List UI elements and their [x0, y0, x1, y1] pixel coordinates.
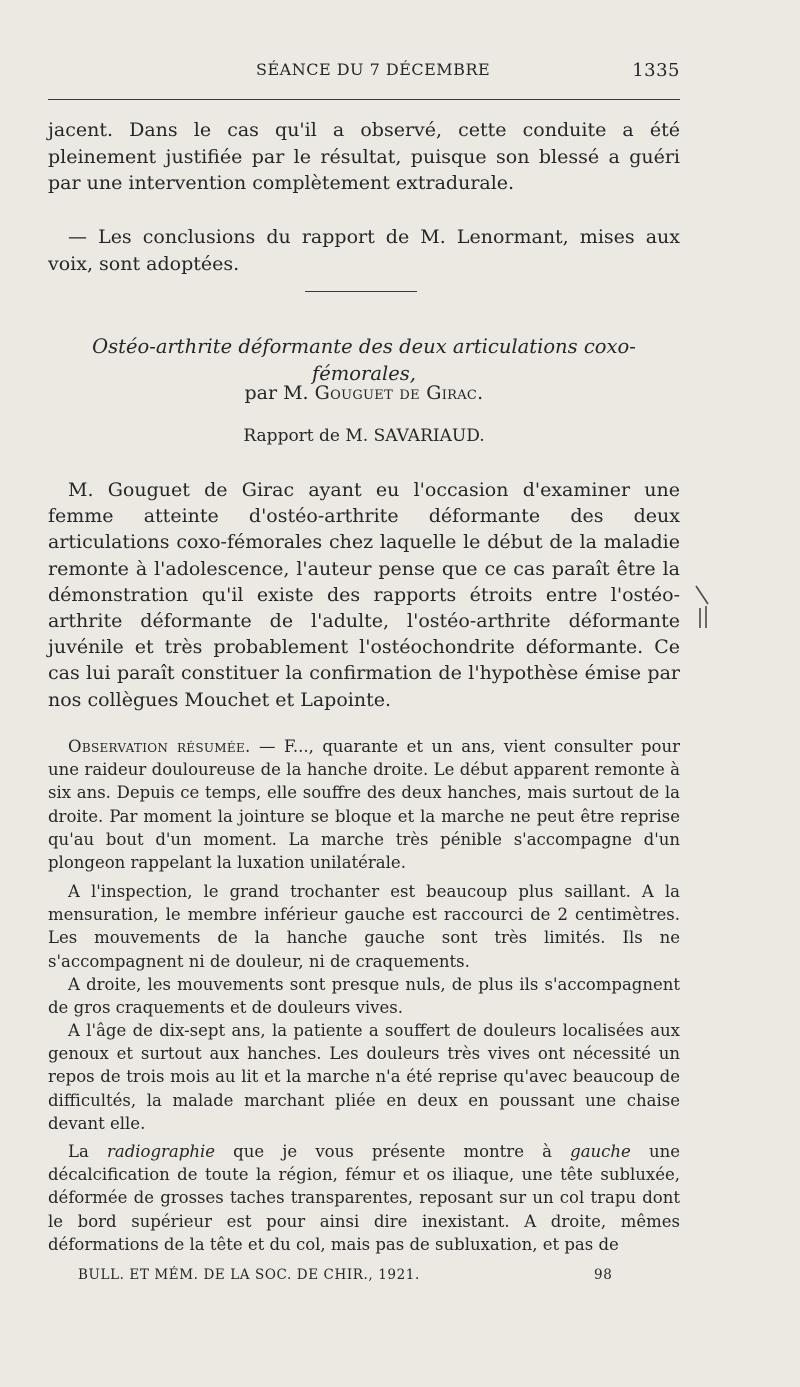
author-prefix: par M. [244, 382, 315, 404]
observation-paragraph-1 [48, 735, 680, 874]
observation-label: Observation résumée. [68, 737, 251, 756]
footer-citation: BULL. ET MÉM. DE LA SOC. DE CHIR., 1921. [78, 1267, 420, 1283]
page-number: 1335 [632, 60, 680, 81]
observation-paragraph-4: A l'âge de dix-sept ans, la patiente a souffert de douleurs localisées aux genoux et surtout aux hanches. Les douleurs très vives ont nécessité un repos de trois mois au lit et la marche n'a été reprise qu'avec beaucoup de difficultés, la malade marchant pliée en deux en poussant une chaise devant elle. [48, 1021, 680, 1133]
observation-text-5c: une décalcification de toute la région, fémur et os iliaque, une tête subluxée, déformée de grosses taches transparentes, reposant sur un col trapu dont le bord supérieur est pour ainsi dire inexistant. A droite, mêmes déformations de la tête et du col, mais pas de subluxation, et pas de [48, 1142, 680, 1254]
observation-paragraph-5 [48, 1140, 680, 1256]
running-header [48, 60, 680, 88]
term-gauche: gauche [570, 1142, 631, 1161]
header-title: SÉANCE DU 7 DÉCEMBRE [256, 60, 491, 79]
margin-pencil-mark [694, 584, 712, 634]
article-title: Ostéo-arthrite déformante des deux articulations coxo-fémorales, [92, 335, 636, 385]
paragraph-conclusions: — Les conclusions du rapport de M. Lenormant, mises aux voix, sont adoptées. [48, 226, 680, 275]
article-author: Gouguet de Girac. [314, 382, 484, 404]
rapport-line: Rapport de M. SAVARIAUD. [243, 426, 485, 446]
observation-text-5b: que je vous présente montre à [214, 1142, 571, 1161]
section-divider [305, 291, 417, 292]
paragraph-continuation: jacent. Dans le cas qu'il a observé, cette conduite a été pleinement justifiée par le résultat, puisque son blessé a guéri par une intervention complètement extradurale. [48, 119, 680, 194]
observation-text-1: — F..., quarante et un ans, vient consulter pour une raideur douloureuse de la hanche droite. Le début apparent remonte à six ans. Depuis ce temps, elle souffre des deux hanches, mais surtout de la droite. Par moment la jointure se bloque et la marche ne peut être reprise qu'au bout d'un moment. La marche très pénible s'accompagne d'un plongeon rappelant la luxation unilatérale. [48, 737, 680, 873]
observation-paragraph-3: A droite, les mouvements sont presque nuls, de plus ils s'accompagnent de gros craquements et de douleurs vives. [48, 975, 680, 1018]
observation-text-5a: La [68, 1142, 107, 1161]
term-radiographie: radiographie [106, 1142, 215, 1161]
observation-paragraph-2: A l'inspection, le grand trochanter est beaucoup plus saillant. A la mensuration, le membre inférieur gauche est raccourci de 2 centimètres. Les mouvements de la hanche gauche sont très limités. Ils ne s'accompagnent ni de douleur, ni de craquements. [48, 882, 680, 971]
article-author-line [48, 380, 680, 407]
paragraph-summary: M. Gouguet de Girac ayant eu l'occasion d'examiner une femme atteinte d'ostéo-arthrite déformante des deux articulations coxo-fémorales chez laquelle le début de la maladie remonte à l'adolescence, l'auteur pense que ce cas paraît être la démonstration qu'il existe des rapports étroits entre l'ostéo-arthrite déformante de l'adulte, l'ostéo-arthrite déformante juvénile et très probablement l'ostéochondrite déformante. Ce cas lui paraît constituer la confirmation de l'hypothèse émise par nos collègues Mouchet et Lapointe. [48, 479, 680, 711]
header-rule [48, 99, 680, 100]
footer-signature: 98 [594, 1267, 613, 1283]
